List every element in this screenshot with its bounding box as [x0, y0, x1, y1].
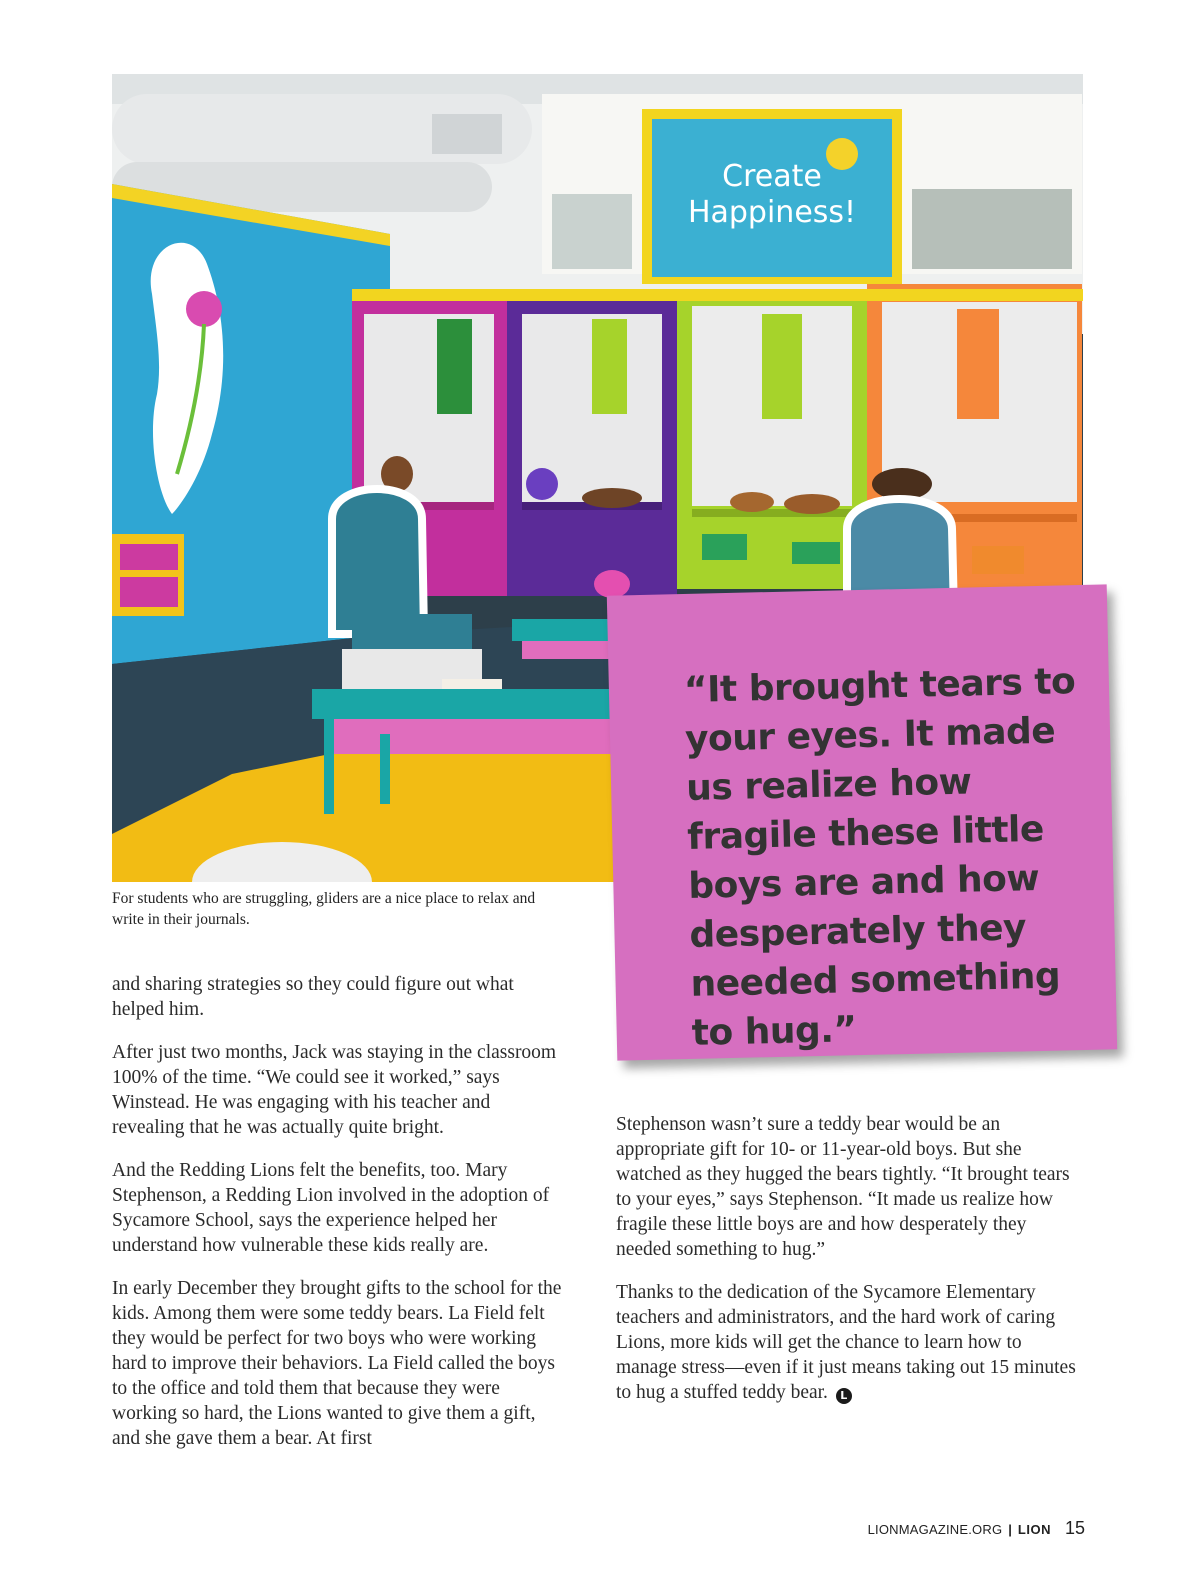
pull-quote-note: [607, 584, 1117, 1060]
page-footer: [868, 1518, 1085, 1539]
sign-line-2: Happiness!: [687, 195, 857, 230]
right-column: [616, 1112, 1086, 1423]
pull-quote-text: “It brought tears to your eyes. It made us realize how fragile these little boys are and how desperately they needed something to hug.”: [683, 661, 1076, 1054]
paragraph-final: [616, 1280, 1086, 1405]
page-number: 15: [1064, 1518, 1085, 1538]
paragraph: and sharing strategies so they could figure out what helped him.: [112, 974, 514, 1020]
paragraph: And the Redding Lions felt the benefits, too. Mary Stephenson, a Redding Lion involved in the adoption of Sycamore School, says the experience helped her understand how vulnerable these kids really are.: [112, 1160, 550, 1256]
left-column: [112, 972, 567, 1469]
footer-separator: |: [1008, 1522, 1012, 1537]
photo-caption: For students who are struggling, gliders are a nice place to relax and write in their journals.: [112, 890, 536, 928]
footer-site: LIONMAGAZINE.ORG: [867, 1522, 1003, 1537]
paragraph-text: Thanks to the dedication of the Sycamore Elementary teachers and administrators, and the hard work of caring Lions, more kids will get the chance to learn how to manage stress—even if it just means taking out 15 minutes to hug a stuffed teddy bear.: [616, 1282, 1076, 1403]
lion-end-mark-icon: L: [836, 1388, 852, 1404]
paragraph: In early December they brought gifts to the school for the kids. Among them were some teddy bears. La Field felt they would be perfect for two boys who were working hard to improve their behaviors. La Field called the boys to the office and told them that because they were working so hard, the Lions wanted to give them a gift, and she gave them a bear. At first: [112, 1278, 562, 1449]
paragraph: Stephenson wasn’t sure a teddy bear would be an appropriate gift for 10- or 11-year-old boys. But she watched as they hugged the bears tightly. “It brought tears to your eyes,” says Stephenson. “It made us realize how fragile these little boys are and how desperately they needed something to hug.”: [616, 1114, 1070, 1260]
paragraph: After just two months, Jack was staying in the classroom 100% of the time. “We could see it worked,” says Winstead. He was engaging with his teacher and revealing that he was actually quite bright.: [112, 1042, 557, 1138]
footer-brand: LION: [1017, 1522, 1051, 1537]
sign-line-1: Create: [722, 159, 822, 194]
sticky-note: [607, 584, 1117, 1060]
